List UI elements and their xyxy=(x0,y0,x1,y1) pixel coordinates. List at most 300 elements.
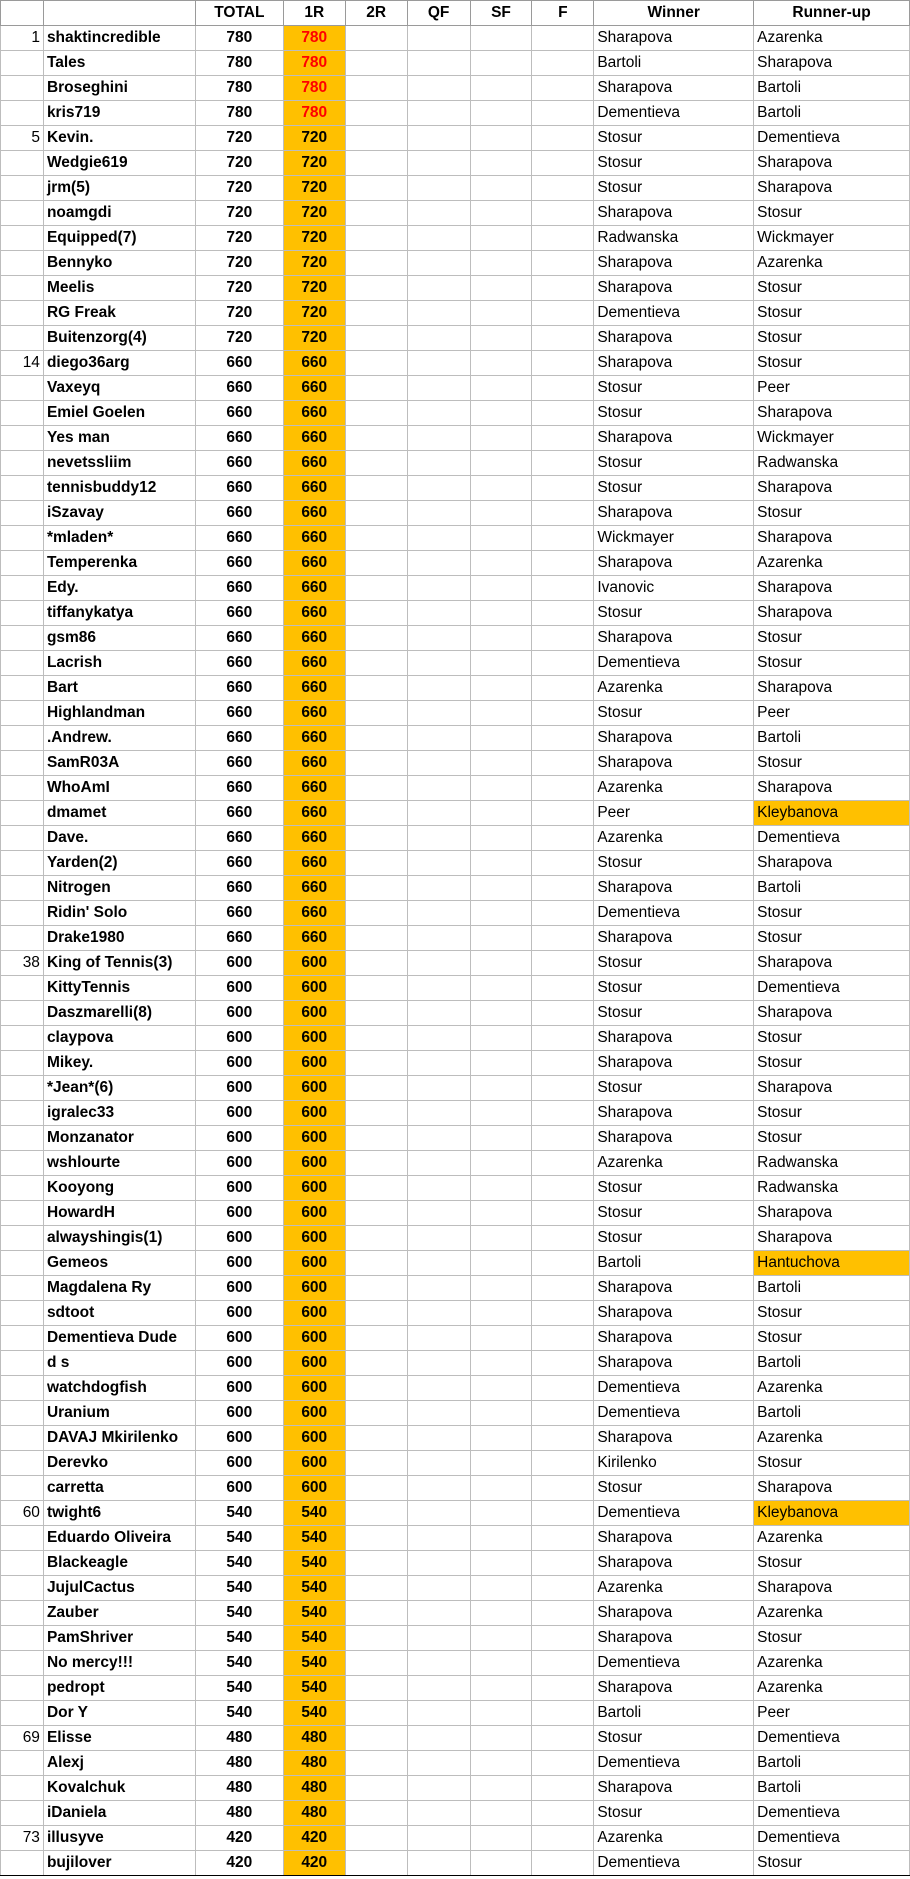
runner-up-cell: Bartoli xyxy=(754,1351,910,1376)
player-name-cell: Kovalchuk xyxy=(43,1776,195,1801)
total-cell: 660 xyxy=(195,651,283,676)
semifinal-cell xyxy=(470,1101,532,1126)
final-cell xyxy=(532,451,594,476)
rank-cell xyxy=(1,101,44,126)
semifinal-cell xyxy=(470,151,532,176)
rank-cell xyxy=(1,1626,44,1651)
quarterfinal-cell xyxy=(407,651,470,676)
rank-cell xyxy=(1,1226,44,1251)
runner-up-cell: Hantuchova xyxy=(754,1251,910,1276)
rank-cell xyxy=(1,426,44,451)
winner-cell: Azarenka xyxy=(594,1826,754,1851)
winner-cell: Sharapova xyxy=(594,1601,754,1626)
quarterfinal-cell xyxy=(407,126,470,151)
total-cell: 720 xyxy=(195,301,283,326)
table-row xyxy=(1,1801,910,1826)
player-name-cell: Kevin. xyxy=(43,126,195,151)
rank-cell xyxy=(1,1101,44,1126)
total-cell: 660 xyxy=(195,826,283,851)
final-cell xyxy=(532,1651,594,1676)
winner-cell: Sharapova xyxy=(594,1026,754,1051)
semifinal-cell xyxy=(470,876,532,901)
total-cell: 660 xyxy=(195,576,283,601)
rank-cell xyxy=(1,1701,44,1726)
header-row xyxy=(1,1,910,26)
rank-cell xyxy=(1,1601,44,1626)
final-cell xyxy=(532,1376,594,1401)
rank-cell xyxy=(1,151,44,176)
table-row xyxy=(1,1676,910,1701)
total-cell: 660 xyxy=(195,751,283,776)
semifinal-cell xyxy=(470,251,532,276)
runner-up-cell: Sharapova xyxy=(754,776,910,801)
winner-cell: Sharapova xyxy=(594,1626,754,1651)
rank-cell: 1 xyxy=(1,26,44,51)
header-name xyxy=(43,1,195,26)
table-row xyxy=(1,1251,910,1276)
player-name-cell: PamShriver xyxy=(43,1626,195,1651)
winner-cell: Sharapova xyxy=(594,626,754,651)
runner-up-cell: Stosur xyxy=(754,326,910,351)
total-cell: 480 xyxy=(195,1801,283,1826)
final-cell xyxy=(532,751,594,776)
round1-cell: 480 xyxy=(283,1726,345,1751)
runner-up-cell: Dementieva xyxy=(754,1726,910,1751)
rank-cell xyxy=(1,1151,44,1176)
runner-up-cell: Stosur xyxy=(754,1451,910,1476)
rank-cell xyxy=(1,576,44,601)
winner-cell: Sharapova xyxy=(594,351,754,376)
winner-cell: Azarenka xyxy=(594,776,754,801)
runner-up-cell: Stosur xyxy=(754,1051,910,1076)
runner-up-cell: Azarenka xyxy=(754,1376,910,1401)
table-row xyxy=(1,976,910,1001)
semifinal-cell xyxy=(470,1401,532,1426)
semifinal-cell xyxy=(470,1451,532,1476)
total-cell: 600 xyxy=(195,1126,283,1151)
player-name-cell: illusyve xyxy=(43,1826,195,1851)
runner-up-cell: Azarenka xyxy=(754,1426,910,1451)
rank-cell xyxy=(1,1126,44,1151)
runner-up-cell: Sharapova xyxy=(754,1076,910,1101)
semifinal-cell xyxy=(470,1251,532,1276)
semifinal-cell xyxy=(470,1701,532,1726)
player-name-cell: Yarden(2) xyxy=(43,851,195,876)
quarterfinal-cell xyxy=(407,1801,470,1826)
quarterfinal-cell xyxy=(407,726,470,751)
table-row xyxy=(1,701,910,726)
player-name-cell: Elisse xyxy=(43,1726,195,1751)
total-cell: 600 xyxy=(195,1176,283,1201)
runner-up-cell: Bartoli xyxy=(754,76,910,101)
semifinal-cell xyxy=(470,1551,532,1576)
round2-cell xyxy=(345,1076,407,1101)
final-cell xyxy=(532,851,594,876)
player-name-cell: Bart xyxy=(43,676,195,701)
semifinal-cell xyxy=(470,751,532,776)
round1-cell: 540 xyxy=(283,1501,345,1526)
runner-up-cell: Stosur xyxy=(754,926,910,951)
rank-cell xyxy=(1,1201,44,1226)
winner-cell: Stosur xyxy=(594,376,754,401)
rank-cell xyxy=(1,801,44,826)
quarterfinal-cell xyxy=(407,1751,470,1776)
winner-cell: Stosur xyxy=(594,851,754,876)
rank-cell xyxy=(1,1851,44,1876)
total-cell: 600 xyxy=(195,1426,283,1451)
total-cell: 540 xyxy=(195,1551,283,1576)
winner-cell: Sharapova xyxy=(594,1351,754,1376)
rank-cell xyxy=(1,1526,44,1551)
table-row xyxy=(1,1301,910,1326)
total-cell: 660 xyxy=(195,601,283,626)
player-name-cell: Emiel Goelen xyxy=(43,401,195,426)
round1-cell: 660 xyxy=(283,601,345,626)
rank-cell xyxy=(1,226,44,251)
player-name-cell: watchdogfish xyxy=(43,1376,195,1401)
rank-cell xyxy=(1,1401,44,1426)
final-cell xyxy=(532,576,594,601)
quarterfinal-cell xyxy=(407,1226,470,1251)
round2-cell xyxy=(345,826,407,851)
round2-cell xyxy=(345,801,407,826)
table-row xyxy=(1,276,910,301)
round1-cell: 660 xyxy=(283,501,345,526)
winner-cell: Stosur xyxy=(594,601,754,626)
semifinal-cell xyxy=(470,226,532,251)
table-row xyxy=(1,901,910,926)
final-cell xyxy=(532,376,594,401)
player-name-cell: Vaxeyq xyxy=(43,376,195,401)
round2-cell xyxy=(345,76,407,101)
final-cell xyxy=(532,1026,594,1051)
round1-cell: 660 xyxy=(283,676,345,701)
round2-cell xyxy=(345,1426,407,1451)
round1-cell: 720 xyxy=(283,301,345,326)
runner-up-cell: Dementieva xyxy=(754,126,910,151)
round2-cell xyxy=(345,1476,407,1501)
winner-cell: Dementieva xyxy=(594,1401,754,1426)
winner-cell: Stosur xyxy=(594,976,754,1001)
table-row xyxy=(1,1526,910,1551)
runner-up-cell: Stosur xyxy=(754,276,910,301)
quarterfinal-cell xyxy=(407,801,470,826)
player-name-cell: sdtoot xyxy=(43,1301,195,1326)
player-name-cell: Yes man xyxy=(43,426,195,451)
final-cell xyxy=(532,1751,594,1776)
final-cell xyxy=(532,876,594,901)
semifinal-cell xyxy=(470,1751,532,1776)
final-cell xyxy=(532,776,594,801)
runner-up-cell: Azarenka xyxy=(754,1526,910,1551)
round1-cell: 600 xyxy=(283,951,345,976)
round1-cell: 720 xyxy=(283,226,345,251)
final-cell xyxy=(532,476,594,501)
rank-cell xyxy=(1,751,44,776)
winner-cell: Sharapova xyxy=(594,26,754,51)
winner-cell: Sharapova xyxy=(594,1101,754,1126)
semifinal-cell xyxy=(470,1776,532,1801)
table-row xyxy=(1,1476,910,1501)
semifinal-cell xyxy=(470,101,532,126)
round2-cell xyxy=(345,276,407,301)
round1-cell: 540 xyxy=(283,1676,345,1701)
table-row xyxy=(1,851,910,876)
winner-cell: Sharapova xyxy=(594,326,754,351)
quarterfinal-cell xyxy=(407,1701,470,1726)
table-row xyxy=(1,826,910,851)
round1-cell: 660 xyxy=(283,526,345,551)
runner-up-cell: Sharapova xyxy=(754,1201,910,1226)
final-cell xyxy=(532,901,594,926)
runner-up-cell: Peer xyxy=(754,701,910,726)
runner-up-cell: Kleybanova xyxy=(754,1501,910,1526)
round2-cell xyxy=(345,376,407,401)
semifinal-cell xyxy=(470,976,532,1001)
player-name-cell: jrm(5) xyxy=(43,176,195,201)
runner-up-cell: Azarenka xyxy=(754,551,910,576)
runner-up-cell: Stosur xyxy=(754,301,910,326)
round1-cell: 600 xyxy=(283,1026,345,1051)
round2-cell xyxy=(345,551,407,576)
final-cell xyxy=(532,1601,594,1626)
table-row xyxy=(1,1501,910,1526)
semifinal-cell xyxy=(470,801,532,826)
total-cell: 600 xyxy=(195,1001,283,1026)
quarterfinal-cell xyxy=(407,351,470,376)
rank-cell xyxy=(1,1751,44,1776)
total-cell: 660 xyxy=(195,851,283,876)
rank-cell xyxy=(1,1776,44,1801)
winner-cell: Stosur xyxy=(594,701,754,726)
player-name-cell: Nitrogen xyxy=(43,876,195,901)
total-cell: 660 xyxy=(195,901,283,926)
round1-cell: 660 xyxy=(283,376,345,401)
round1-cell: 660 xyxy=(283,751,345,776)
round2-cell xyxy=(345,1276,407,1301)
final-cell xyxy=(532,351,594,376)
winner-cell: Radwanska xyxy=(594,226,754,251)
winner-cell: Dementieva xyxy=(594,301,754,326)
winner-cell: Stosur xyxy=(594,476,754,501)
rank-cell xyxy=(1,501,44,526)
rank-cell xyxy=(1,551,44,576)
winner-cell: Sharapova xyxy=(594,76,754,101)
quarterfinal-cell xyxy=(407,501,470,526)
rank-cell: 73 xyxy=(1,1826,44,1851)
round1-cell: 600 xyxy=(283,1101,345,1126)
table-row xyxy=(1,501,910,526)
quarterfinal-cell xyxy=(407,751,470,776)
winner-cell: Sharapova xyxy=(594,251,754,276)
round2-cell xyxy=(345,976,407,1001)
runner-up-cell: Bartoli xyxy=(754,1276,910,1301)
total-cell: 600 xyxy=(195,1401,283,1426)
final-cell xyxy=(532,1626,594,1651)
rank-cell xyxy=(1,851,44,876)
total-cell: 660 xyxy=(195,626,283,651)
quarterfinal-cell xyxy=(407,1276,470,1301)
round2-cell xyxy=(345,1576,407,1601)
table-row xyxy=(1,1626,910,1651)
header-2r: 2R xyxy=(345,1,407,26)
runner-up-cell: Sharapova xyxy=(754,1576,910,1601)
table-row xyxy=(1,1701,910,1726)
runner-up-cell: Sharapova xyxy=(754,51,910,76)
semifinal-cell xyxy=(470,301,532,326)
table-row xyxy=(1,1776,910,1801)
quarterfinal-cell xyxy=(407,951,470,976)
total-cell: 600 xyxy=(195,1276,283,1301)
quarterfinal-cell xyxy=(407,101,470,126)
table-row xyxy=(1,151,910,176)
table-row xyxy=(1,1001,910,1026)
round2-cell xyxy=(345,1301,407,1326)
winner-cell: Sharapova xyxy=(594,426,754,451)
final-cell xyxy=(532,1151,594,1176)
final-cell xyxy=(532,251,594,276)
total-cell: 720 xyxy=(195,201,283,226)
table-row xyxy=(1,451,910,476)
semifinal-cell xyxy=(470,426,532,451)
round1-cell: 540 xyxy=(283,1651,345,1676)
table-row xyxy=(1,1451,910,1476)
round2-cell xyxy=(345,1176,407,1201)
quarterfinal-cell xyxy=(407,1401,470,1426)
winner-cell: Stosur xyxy=(594,1801,754,1826)
total-cell: 600 xyxy=(195,1326,283,1351)
semifinal-cell xyxy=(470,1801,532,1826)
final-cell xyxy=(532,176,594,201)
rank-cell xyxy=(1,76,44,101)
final-cell xyxy=(532,1301,594,1326)
semifinal-cell xyxy=(470,1651,532,1676)
semifinal-cell xyxy=(470,501,532,526)
total-cell: 540 xyxy=(195,1626,283,1651)
final-cell xyxy=(532,1326,594,1351)
total-cell: 600 xyxy=(195,1051,283,1076)
quarterfinal-cell xyxy=(407,1526,470,1551)
total-cell: 600 xyxy=(195,951,283,976)
total-cell: 660 xyxy=(195,801,283,826)
winner-cell: Stosur xyxy=(594,1476,754,1501)
round2-cell xyxy=(345,526,407,551)
round2-cell xyxy=(345,1551,407,1576)
rank-cell xyxy=(1,1451,44,1476)
round1-cell: 600 xyxy=(283,1001,345,1026)
table-row xyxy=(1,1651,910,1676)
round1-cell: 660 xyxy=(283,401,345,426)
header-total: TOTAL xyxy=(195,1,283,26)
winner-cell: Wickmayer xyxy=(594,526,754,551)
round1-cell: 600 xyxy=(283,1226,345,1251)
table-row xyxy=(1,576,910,601)
quarterfinal-cell xyxy=(407,1626,470,1651)
rank-cell xyxy=(1,526,44,551)
round1-cell: 540 xyxy=(283,1576,345,1601)
table-row xyxy=(1,951,910,976)
semifinal-cell xyxy=(470,476,532,501)
semifinal-cell xyxy=(470,326,532,351)
final-cell xyxy=(532,1101,594,1126)
quarterfinal-cell xyxy=(407,1326,470,1351)
player-name-cell: SamR03A xyxy=(43,751,195,776)
runner-up-cell: Dementieva xyxy=(754,976,910,1001)
round2-cell xyxy=(345,576,407,601)
total-cell: 720 xyxy=(195,326,283,351)
final-cell xyxy=(532,826,594,851)
final-cell xyxy=(532,501,594,526)
runner-up-cell: Peer xyxy=(754,376,910,401)
total-cell: 720 xyxy=(195,126,283,151)
total-cell: 780 xyxy=(195,101,283,126)
runner-up-cell: Azarenka xyxy=(754,26,910,51)
round2-cell xyxy=(345,1626,407,1651)
winner-cell: Azarenka xyxy=(594,676,754,701)
winner-cell: Sharapova xyxy=(594,751,754,776)
final-cell xyxy=(532,101,594,126)
semifinal-cell xyxy=(470,376,532,401)
quarterfinal-cell xyxy=(407,676,470,701)
runner-up-cell: Radwanska xyxy=(754,451,910,476)
round1-cell: 420 xyxy=(283,1851,345,1876)
runner-up-cell: Stosur xyxy=(754,351,910,376)
final-cell xyxy=(532,1276,594,1301)
player-name-cell: Ridin' Solo xyxy=(43,901,195,926)
quarterfinal-cell xyxy=(407,1351,470,1376)
quarterfinal-cell xyxy=(407,376,470,401)
table-row xyxy=(1,26,910,51)
total-cell: 600 xyxy=(195,1026,283,1051)
round1-cell: 660 xyxy=(283,851,345,876)
semifinal-cell xyxy=(470,1726,532,1751)
final-cell xyxy=(532,1001,594,1026)
round2-cell xyxy=(345,1326,407,1351)
runner-up-cell: Stosur xyxy=(754,1326,910,1351)
quarterfinal-cell xyxy=(407,576,470,601)
runner-up-cell: Stosur xyxy=(754,1626,910,1651)
table-row xyxy=(1,376,910,401)
winner-cell: Sharapova xyxy=(594,1676,754,1701)
total-cell: 600 xyxy=(195,1201,283,1226)
round2-cell xyxy=(345,301,407,326)
round2-cell xyxy=(345,1376,407,1401)
total-cell: 600 xyxy=(195,1351,283,1376)
round1-cell: 480 xyxy=(283,1801,345,1826)
semifinal-cell xyxy=(470,1676,532,1701)
round2-cell xyxy=(345,726,407,751)
table-row xyxy=(1,726,910,751)
round2-cell xyxy=(345,701,407,726)
rank-cell xyxy=(1,176,44,201)
round2-cell xyxy=(345,351,407,376)
final-cell xyxy=(532,426,594,451)
semifinal-cell xyxy=(470,726,532,751)
winner-cell: Sharapova xyxy=(594,1426,754,1451)
final-cell xyxy=(532,1551,594,1576)
final-cell xyxy=(532,1701,594,1726)
rank-cell xyxy=(1,1426,44,1451)
round1-cell: 660 xyxy=(283,701,345,726)
rank-cell xyxy=(1,876,44,901)
rank-cell xyxy=(1,926,44,951)
table-row xyxy=(1,801,910,826)
winner-cell: Sharapova xyxy=(594,726,754,751)
semifinal-cell xyxy=(470,1601,532,1626)
player-name-cell: Dementieva Dude xyxy=(43,1326,195,1351)
total-cell: 780 xyxy=(195,76,283,101)
quarterfinal-cell xyxy=(407,826,470,851)
